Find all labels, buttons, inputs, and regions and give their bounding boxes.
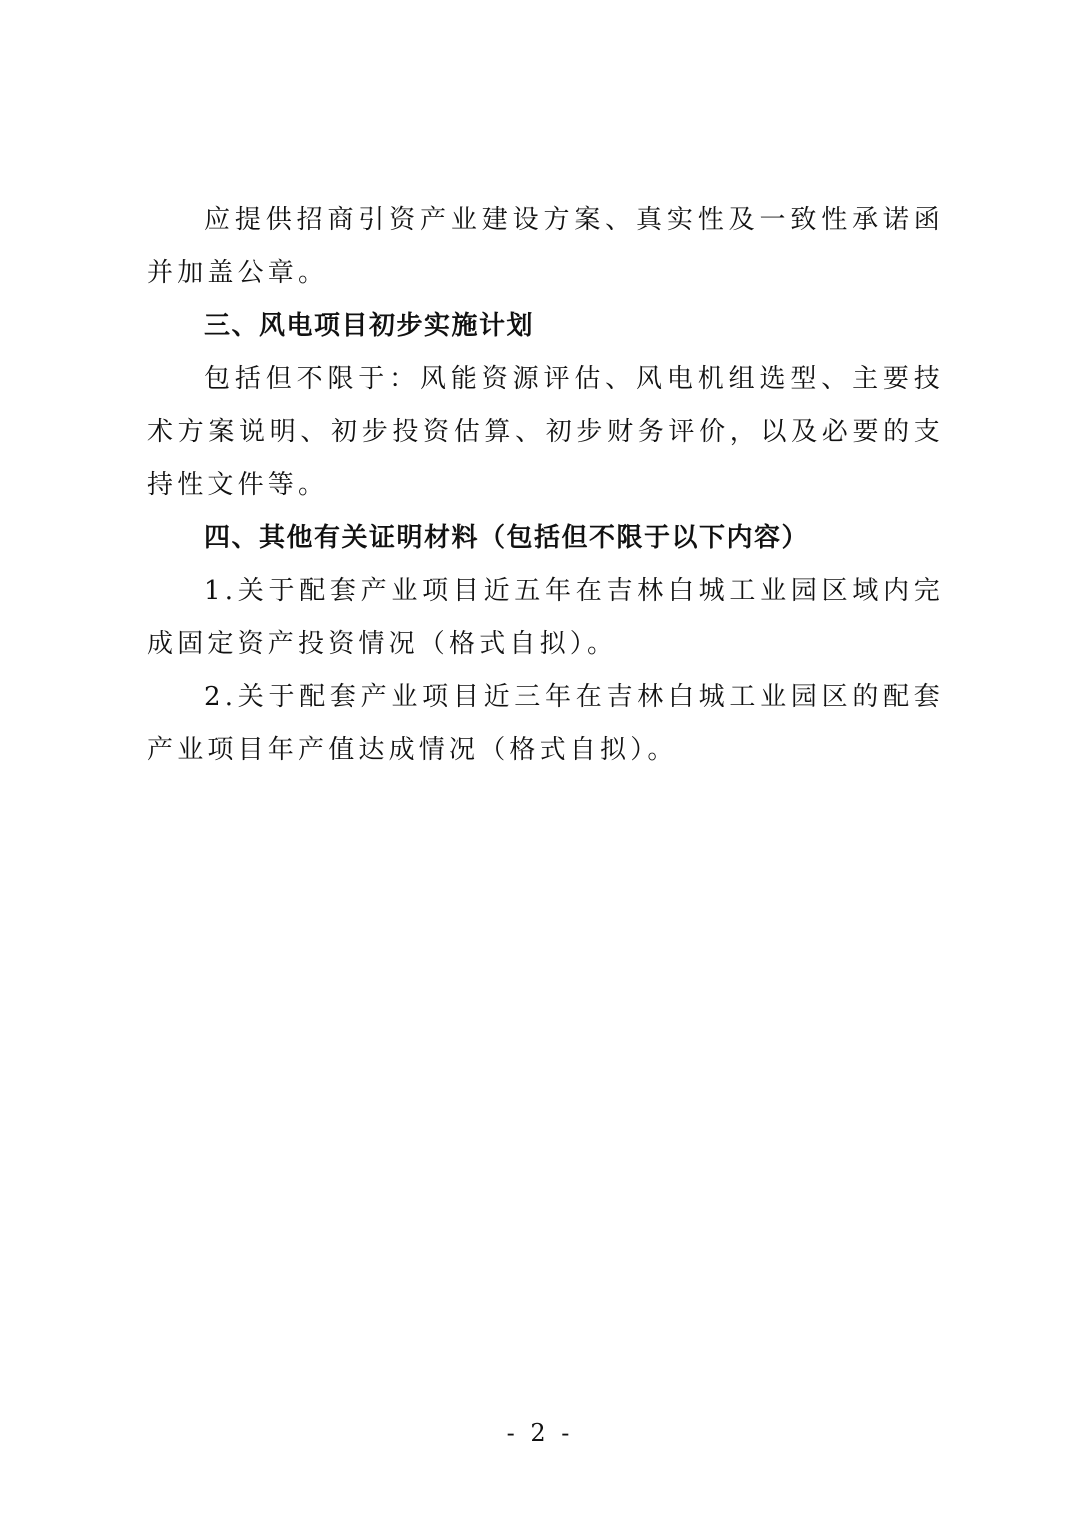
section-heading-4: 四、其他有关证明材料（包括但不限于以下内容） bbox=[204, 523, 810, 553]
paragraph-implementation-plan: 包括但不限于：风能资源评估、风电机组选型、主要技术方案说明、初步投资估算、初步财务评价，以及必要的支持性文件等。 bbox=[147, 364, 944, 500]
paragraph-commitment: 应提供招商引资产业建设方案、真实性及一致性承诺函并加盖公章。 bbox=[147, 205, 944, 288]
document-body bbox=[147, 194, 944, 777]
list-item-2: 2.关于配套产业项目近三年在吉林白城工业园区的配套产业项目年产值达成情况（格式自拟）。 bbox=[147, 682, 944, 765]
page-number: - 2 - bbox=[506, 1419, 574, 1447]
list-item-1: 1.关于配套产业项目近五年在吉林白城工业园区域内完成固定资产投资情况（格式自拟）。 bbox=[147, 576, 944, 659]
section-heading-3: 三、风电项目初步实施计划 bbox=[204, 311, 535, 341]
